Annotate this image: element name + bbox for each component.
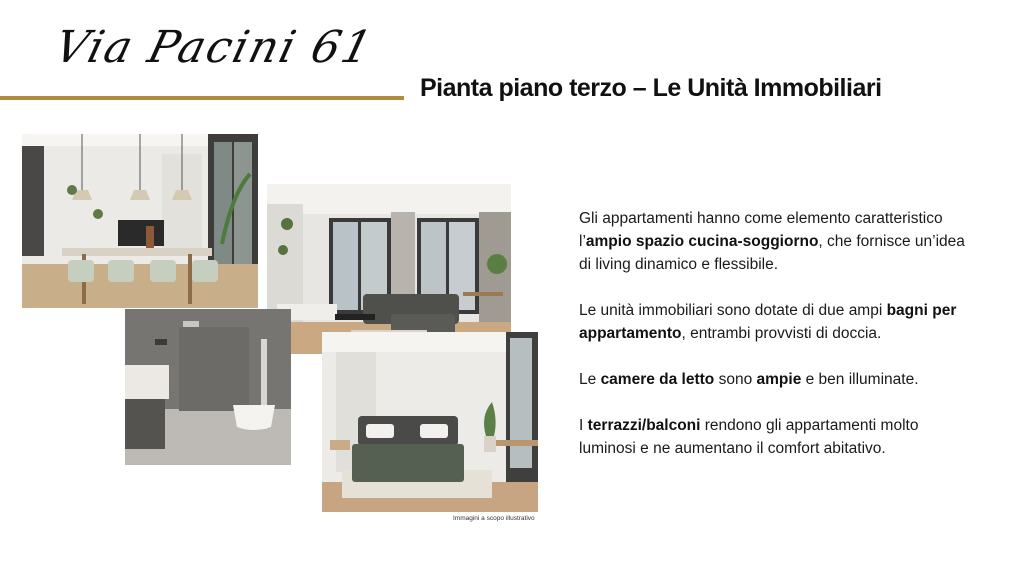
kitchen-dining-photo (22, 134, 258, 308)
paragraph-living (579, 207, 979, 276)
text-span: sono (714, 371, 757, 388)
bathroom-photo (125, 309, 291, 465)
text-span: Le unità immobiliari sono dotate di due ampi (579, 302, 887, 319)
text-span: , entrambi provvisti di doccia. (681, 325, 882, 342)
text-span: Le (579, 371, 601, 388)
highlight-ample: ampie (756, 371, 802, 388)
image-caption: Immagini a scopo illustrativo (453, 515, 535, 522)
bedroom-photo (322, 332, 538, 512)
accent-rule (0, 96, 404, 100)
highlight-kitchen-living: ampio spazio cucina-soggiorno (585, 233, 819, 250)
living-room-photo (267, 184, 511, 354)
paragraph-bathrooms (579, 299, 979, 345)
highlight-bedrooms: camere da letto (600, 371, 715, 388)
paragraph-terraces (579, 414, 979, 460)
text-span: Gli appartamenti hanno come elemento caratteristico l’ (579, 210, 943, 250)
paragraph-bedrooms (579, 368, 979, 391)
highlight-terraces: terrazzi/balconi (587, 417, 701, 434)
text-span: , che fornisce un’idea di living dinamico e flessibile. (579, 233, 965, 273)
text-span: I (579, 417, 588, 434)
description-block (579, 207, 979, 483)
logo: Via Pacini 61 (49, 22, 379, 73)
highlight-bathrooms: bagni per appartamento (579, 302, 957, 342)
page-title: Pianta piano terzo – Le Unità Immobiliari (420, 74, 882, 102)
text-span: e ben illuminate. (801, 371, 919, 388)
text-span: rendono gli appartamenti molto luminosi e ne aumentano il comfort abitativo. (579, 417, 919, 457)
